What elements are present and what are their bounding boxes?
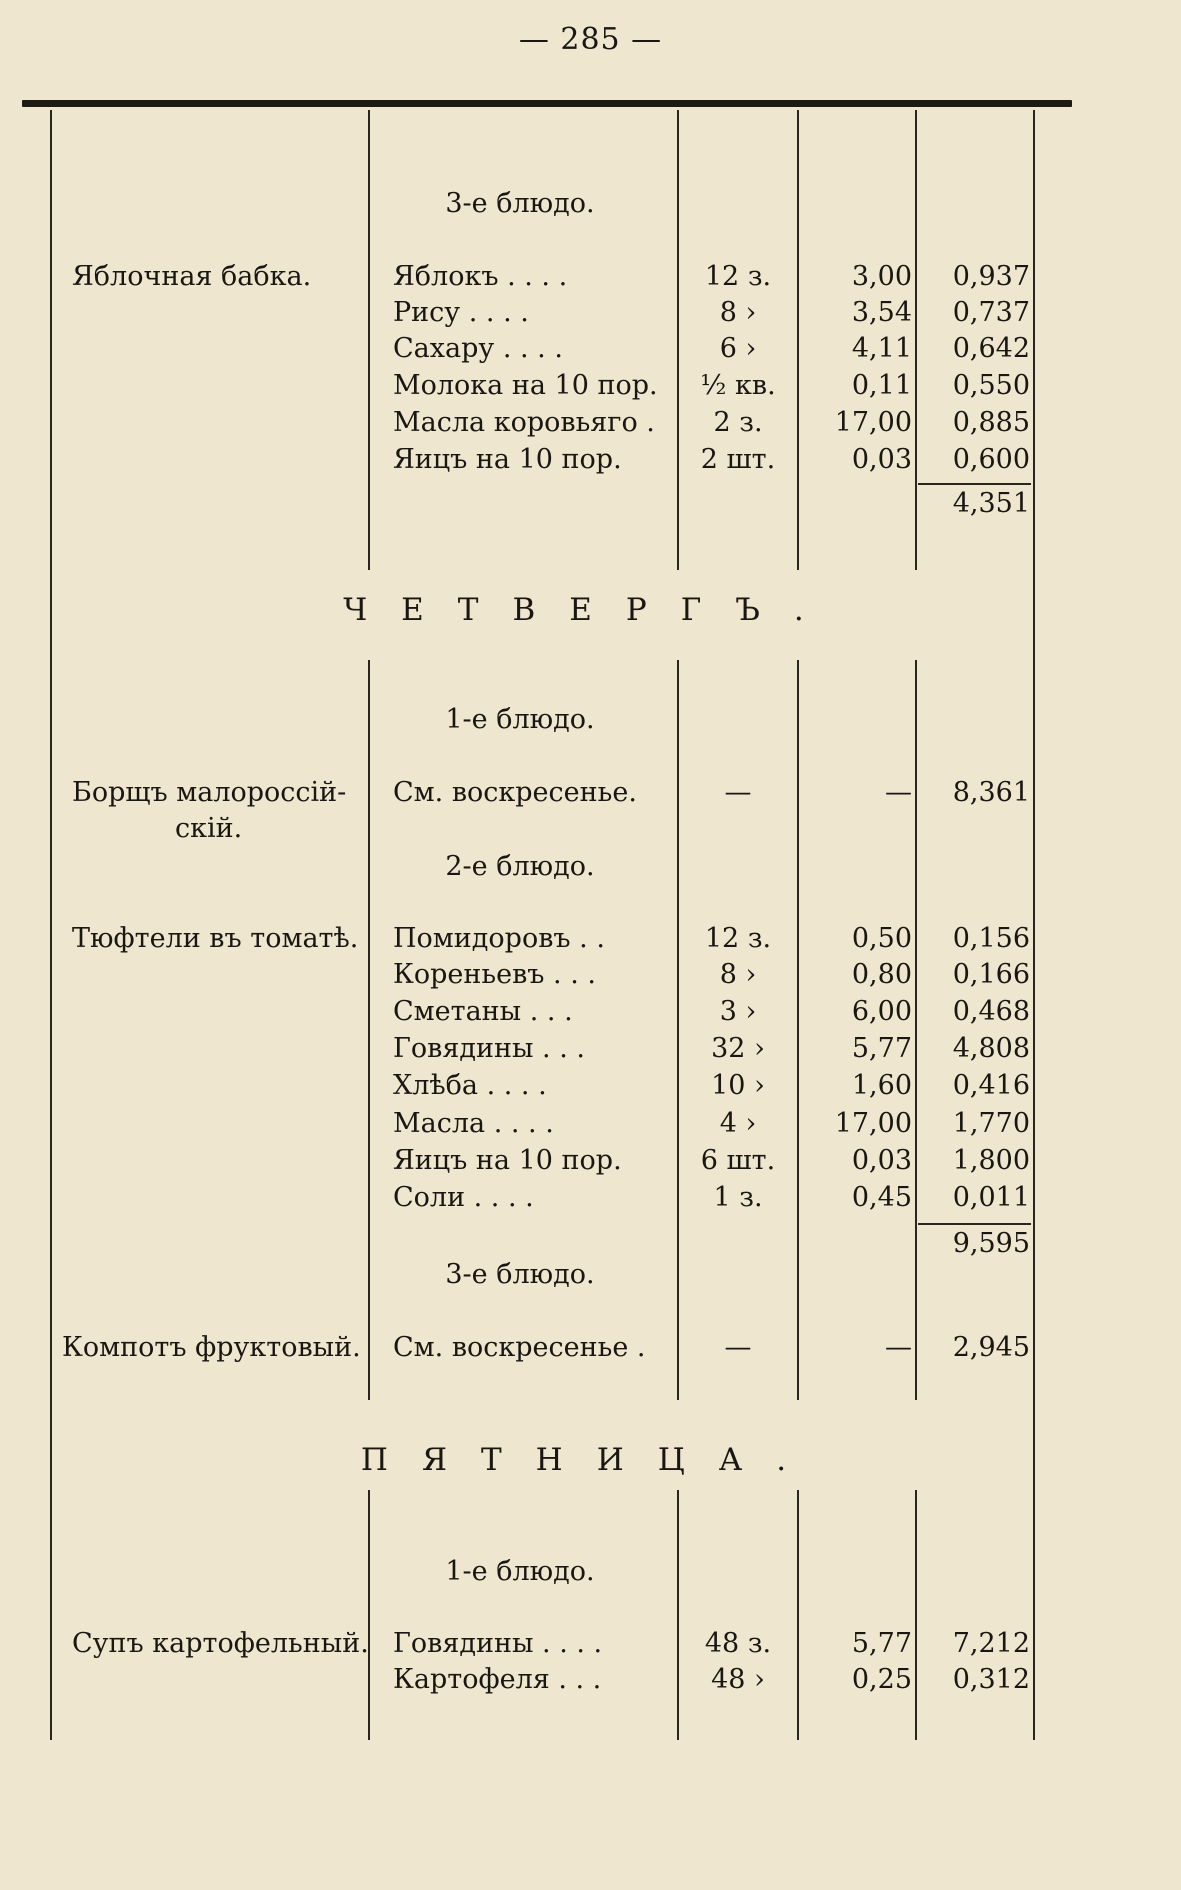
cost: 0,550 xyxy=(952,370,1030,401)
dish-name-continued: скій. xyxy=(175,813,243,844)
course-heading: 2-е блюдо. xyxy=(445,851,595,882)
ingredient: Молока на 10 пор. xyxy=(393,370,658,401)
ingredient: Соли . . . . xyxy=(393,1182,534,1213)
cost: 0,156 xyxy=(952,923,1030,954)
price: 0,25 xyxy=(851,1664,912,1695)
cost: 0,011 xyxy=(952,1182,1030,1213)
cost: 0,885 xyxy=(952,407,1030,438)
price: 0,03 xyxy=(851,1145,912,1176)
quantity: — xyxy=(724,1332,752,1363)
price: 0,45 xyxy=(851,1182,912,1213)
price: 0,03 xyxy=(851,444,912,475)
quantity: 48 › xyxy=(711,1664,765,1695)
total-cost: 9,595 xyxy=(952,1228,1030,1259)
quantity: 10 › xyxy=(711,1070,765,1101)
dish-name: Тюфтели въ томатѣ. xyxy=(72,923,359,954)
ingredient: См. воскресенье . xyxy=(393,1332,646,1363)
course-heading: 1-е блюдо. xyxy=(445,1556,595,1587)
price: 17,00 xyxy=(834,407,912,438)
dish-name: Борщъ малороссій- xyxy=(72,777,347,808)
column-divider-1 xyxy=(368,1490,370,1740)
ingredient: Хлѣба . . . . xyxy=(393,1070,547,1101)
cost: 0,468 xyxy=(952,996,1030,1027)
cost: 7,212 xyxy=(952,1628,1030,1659)
column-divider-2 xyxy=(677,110,679,570)
ingredient: Масла . . . . xyxy=(393,1108,554,1139)
quantity: 3 › xyxy=(719,996,757,1027)
ingredient: См. воскресенье. xyxy=(393,777,637,808)
total-rule xyxy=(918,1223,1031,1225)
column-divider-3 xyxy=(797,110,799,570)
quantity: 2 з. xyxy=(713,407,763,438)
ingredient: Говядины . . . xyxy=(393,1033,585,1064)
dish-name: Супъ картофельный. xyxy=(72,1628,369,1659)
cost: 0,312 xyxy=(952,1664,1030,1695)
column-divider-2 xyxy=(677,660,679,1400)
column-divider-4 xyxy=(915,110,917,570)
course-heading: 3-е блюдо. xyxy=(445,1259,595,1290)
cost: 8,361 xyxy=(952,777,1030,808)
ingredient: Масла коровьяго . xyxy=(393,407,655,438)
price: 17,00 xyxy=(834,1108,912,1139)
ingredient: Говядины . . . . xyxy=(393,1628,603,1659)
quantity: — xyxy=(724,777,752,808)
quantity: 12 з. xyxy=(704,261,772,292)
quantity: 6 › xyxy=(719,333,757,364)
ingredient: Рису . . . . xyxy=(393,297,529,328)
cost: 0,416 xyxy=(952,1070,1030,1101)
quantity: 12 з. xyxy=(704,923,772,954)
column-divider-3 xyxy=(797,1490,799,1740)
ingredient: Яицъ на 10 пор. xyxy=(393,1145,622,1176)
day-heading: ПЯТНИЦА. xyxy=(360,1442,821,1478)
ingredient: Картофеля . . . xyxy=(393,1664,602,1695)
ingredient: Яицъ на 10 пор. xyxy=(393,444,622,475)
cost: 4,808 xyxy=(952,1033,1030,1064)
price: — xyxy=(885,777,912,808)
quantity: ½ кв. xyxy=(700,370,776,401)
quantity: 4 › xyxy=(719,1108,757,1139)
cost: 0,937 xyxy=(952,261,1030,292)
ingredient: Помидоровъ . . xyxy=(393,923,605,954)
quantity: 8 › xyxy=(719,297,757,328)
price: 0,50 xyxy=(851,923,912,954)
cost: 1,770 xyxy=(952,1108,1030,1139)
total-rule xyxy=(918,483,1031,485)
column-divider-1 xyxy=(368,110,370,570)
column-divider-4 xyxy=(915,1490,917,1740)
ingredient: Кореньевъ . . . xyxy=(393,959,596,990)
price: 4,11 xyxy=(851,333,912,364)
column-divider-2 xyxy=(677,1490,679,1740)
column-divider-3 xyxy=(797,660,799,1400)
quantity: 1 з. xyxy=(713,1182,763,1213)
cost: 0,737 xyxy=(952,297,1030,328)
cost: 0,166 xyxy=(952,959,1030,990)
course-heading: 1-е блюдо. xyxy=(445,704,595,735)
quantity: 32 › xyxy=(711,1033,765,1064)
column-divider-4 xyxy=(915,660,917,1400)
quantity: 8 › xyxy=(719,959,757,990)
dish-name: Компотъ фруктовый. xyxy=(62,1332,361,1363)
price: 3,54 xyxy=(851,297,912,328)
total-cost: 4,351 xyxy=(952,488,1030,519)
quantity: 6 шт. xyxy=(700,1145,776,1176)
cost: 0,600 xyxy=(952,444,1030,475)
ingredient: Сахару . . . . xyxy=(393,333,563,364)
price: 6,00 xyxy=(851,996,912,1027)
price: — xyxy=(885,1332,912,1363)
price: 0,80 xyxy=(851,959,912,990)
ingredient: Сметаны . . . xyxy=(393,996,573,1027)
table-left-border xyxy=(50,110,52,1740)
quantity: 48 з. xyxy=(704,1628,772,1659)
cost: 0,642 xyxy=(952,333,1030,364)
cost: 2,945 xyxy=(952,1332,1030,1363)
cost: 1,800 xyxy=(952,1145,1030,1176)
header-rule xyxy=(22,100,1072,107)
price: 5,77 xyxy=(851,1033,912,1064)
table-right-border xyxy=(1033,110,1035,1740)
quantity: 2 шт. xyxy=(700,444,776,475)
ingredient: Яблокъ . . . . xyxy=(393,261,568,292)
price: 1,60 xyxy=(851,1070,912,1101)
course-heading: 3-е блюдо. xyxy=(445,188,595,219)
price: 5,77 xyxy=(851,1628,912,1659)
price: 3,00 xyxy=(851,261,912,292)
price: 0,11 xyxy=(851,370,912,401)
dish-name: Яблочная бабка. xyxy=(72,261,312,292)
day-heading: ЧЕТВЕРГЪ. xyxy=(343,592,838,628)
page-number: — 285 — xyxy=(518,22,663,57)
